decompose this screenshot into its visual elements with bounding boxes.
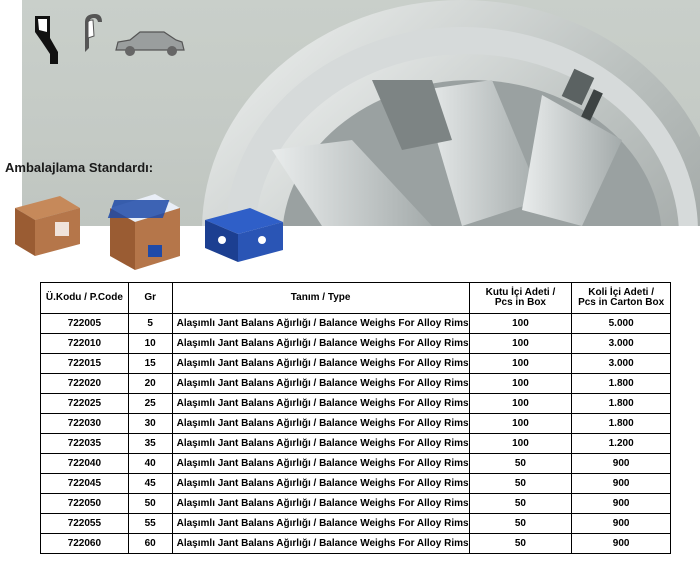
header-type: Tanım / Type <box>172 283 469 314</box>
cell-code: 722020 <box>41 374 129 394</box>
cell-gr: 30 <box>128 414 172 434</box>
table-row <box>41 394 671 414</box>
cell-type: Alaşımlı Jant Balans Ağırlığı / Balance Weighs For Alloy Rims <box>172 394 469 414</box>
cell-code: 722025 <box>41 394 129 414</box>
cell-gr: 5 <box>128 314 172 334</box>
product-spec-table <box>40 282 671 554</box>
cell-pcs-in-box: 100 <box>469 374 572 394</box>
cell-gr: 55 <box>128 514 172 534</box>
cell-gr: 10 <box>128 334 172 354</box>
cell-code: 722045 <box>41 474 129 494</box>
cell-gr: 60 <box>128 534 172 554</box>
cell-pcs-in-box: 50 <box>469 474 572 494</box>
cell-type: Alaşımlı Jant Balans Ağırlığı / Balance Weighs For Alloy Rims <box>172 474 469 494</box>
cell-pcs-in-carton: 3.000 <box>572 334 671 354</box>
cell-pcs-in-box: 50 <box>469 454 572 474</box>
cell-pcs-in-box: 100 <box>469 434 572 454</box>
cell-type: Alaşımlı Jant Balans Ağırlığı / Balance Weighs For Alloy Rims <box>172 414 469 434</box>
cell-code: 722035 <box>41 434 129 454</box>
cell-type: Alaşımlı Jant Balans Ağırlığı / Balance Weighs For Alloy Rims <box>172 314 469 334</box>
cell-code: 722010 <box>41 334 129 354</box>
table-row <box>41 334 671 354</box>
header-code: Ü.Kodu / P.Code <box>41 283 129 314</box>
cell-type: Alaşımlı Jant Balans Ağırlığı / Balance Weighs For Alloy Rims <box>172 334 469 354</box>
header-pcs-in-carton: Koli İçi Adeti / Pcs in Carton Box <box>572 283 671 314</box>
cell-type: Alaşımlı Jant Balans Ağırlığı / Balance Weighs For Alloy Rims <box>172 354 469 374</box>
cell-code: 722015 <box>41 354 129 374</box>
cell-pcs-in-box: 50 <box>469 514 572 534</box>
cell-pcs-in-box: 100 <box>469 314 572 334</box>
cell-pcs-in-box: 100 <box>469 334 572 354</box>
cell-gr: 25 <box>128 394 172 414</box>
packaging-standard-title: Ambalajlama Standardı: <box>5 160 154 175</box>
cell-code: 722055 <box>41 514 129 534</box>
cell-code: 722040 <box>41 454 129 474</box>
cell-pcs-in-carton: 1.800 <box>572 414 671 434</box>
cell-type: Alaşımlı Jant Balans Ağırlığı / Balance Weighs For Alloy Rims <box>172 514 469 534</box>
cell-pcs-in-carton: 900 <box>572 534 671 554</box>
table-row <box>41 314 671 334</box>
cell-pcs-in-carton: 900 <box>572 514 671 534</box>
table-row <box>41 534 671 554</box>
table-header-row <box>41 283 671 314</box>
table-row <box>41 434 671 454</box>
cell-pcs-in-box: 50 <box>469 494 572 514</box>
cell-pcs-in-carton: 3.000 <box>572 354 671 374</box>
cell-pcs-in-box: 100 <box>469 414 572 434</box>
weight-clip-icon <box>35 16 58 64</box>
cell-type: Alaşımlı Jant Balans Ağırlığı / Balance Weighs For Alloy Rims <box>172 494 469 514</box>
table-body <box>41 314 671 554</box>
retail-box-image <box>205 208 283 262</box>
cell-code: 722030 <box>41 414 129 434</box>
cell-gr: 20 <box>128 374 172 394</box>
cell-code: 722050 <box>41 494 129 514</box>
cell-pcs-in-box: 100 <box>469 394 572 414</box>
table-row <box>41 454 671 474</box>
table-row <box>41 414 671 434</box>
cell-gr: 45 <box>128 474 172 494</box>
header-pcs-in-box: Kutu İçi Adeti / Pcs in Box <box>469 283 572 314</box>
cell-gr: 35 <box>128 434 172 454</box>
cell-code: 722060 <box>41 534 129 554</box>
cell-pcs-in-box: 50 <box>469 534 572 554</box>
cell-type: Alaşımlı Jant Balans Ağırlığı / Balance Weighs For Alloy Rims <box>172 454 469 474</box>
cell-pcs-in-box: 100 <box>469 354 572 374</box>
table-row <box>41 514 671 534</box>
cell-pcs-in-carton: 1.200 <box>572 434 671 454</box>
cell-code: 722005 <box>41 314 129 334</box>
cell-type: Alaşımlı Jant Balans Ağırlığı / Balance Weighs For Alloy Rims <box>172 434 469 454</box>
table-row <box>41 354 671 374</box>
cell-pcs-in-carton: 1.800 <box>572 374 671 394</box>
cell-gr: 15 <box>128 354 172 374</box>
cell-gr: 50 <box>128 494 172 514</box>
packaging-boxes <box>0 190 290 280</box>
cell-pcs-in-carton: 5.000 <box>572 314 671 334</box>
car-icon <box>116 32 184 56</box>
cell-pcs-in-carton: 900 <box>572 494 671 514</box>
cell-pcs-in-carton: 900 <box>572 454 671 474</box>
table-row <box>41 374 671 394</box>
cell-gr: 40 <box>128 454 172 474</box>
cell-pcs-in-carton: 1.800 <box>572 394 671 414</box>
cell-pcs-in-carton: 900 <box>572 474 671 494</box>
table-row <box>41 494 671 514</box>
clip-profile-icon <box>85 14 102 52</box>
cell-type: Alaşımlı Jant Balans Ağırlığı / Balance Weighs For Alloy Rims <box>172 534 469 554</box>
header-gr: Gr <box>128 283 172 314</box>
carton-box-image <box>15 196 80 256</box>
open-carton-box-image <box>108 194 180 270</box>
table-row <box>41 474 671 494</box>
cell-type: Alaşımlı Jant Balans Ağırlığı / Balance Weighs For Alloy Rims <box>172 374 469 394</box>
product-symbols <box>30 12 190 72</box>
